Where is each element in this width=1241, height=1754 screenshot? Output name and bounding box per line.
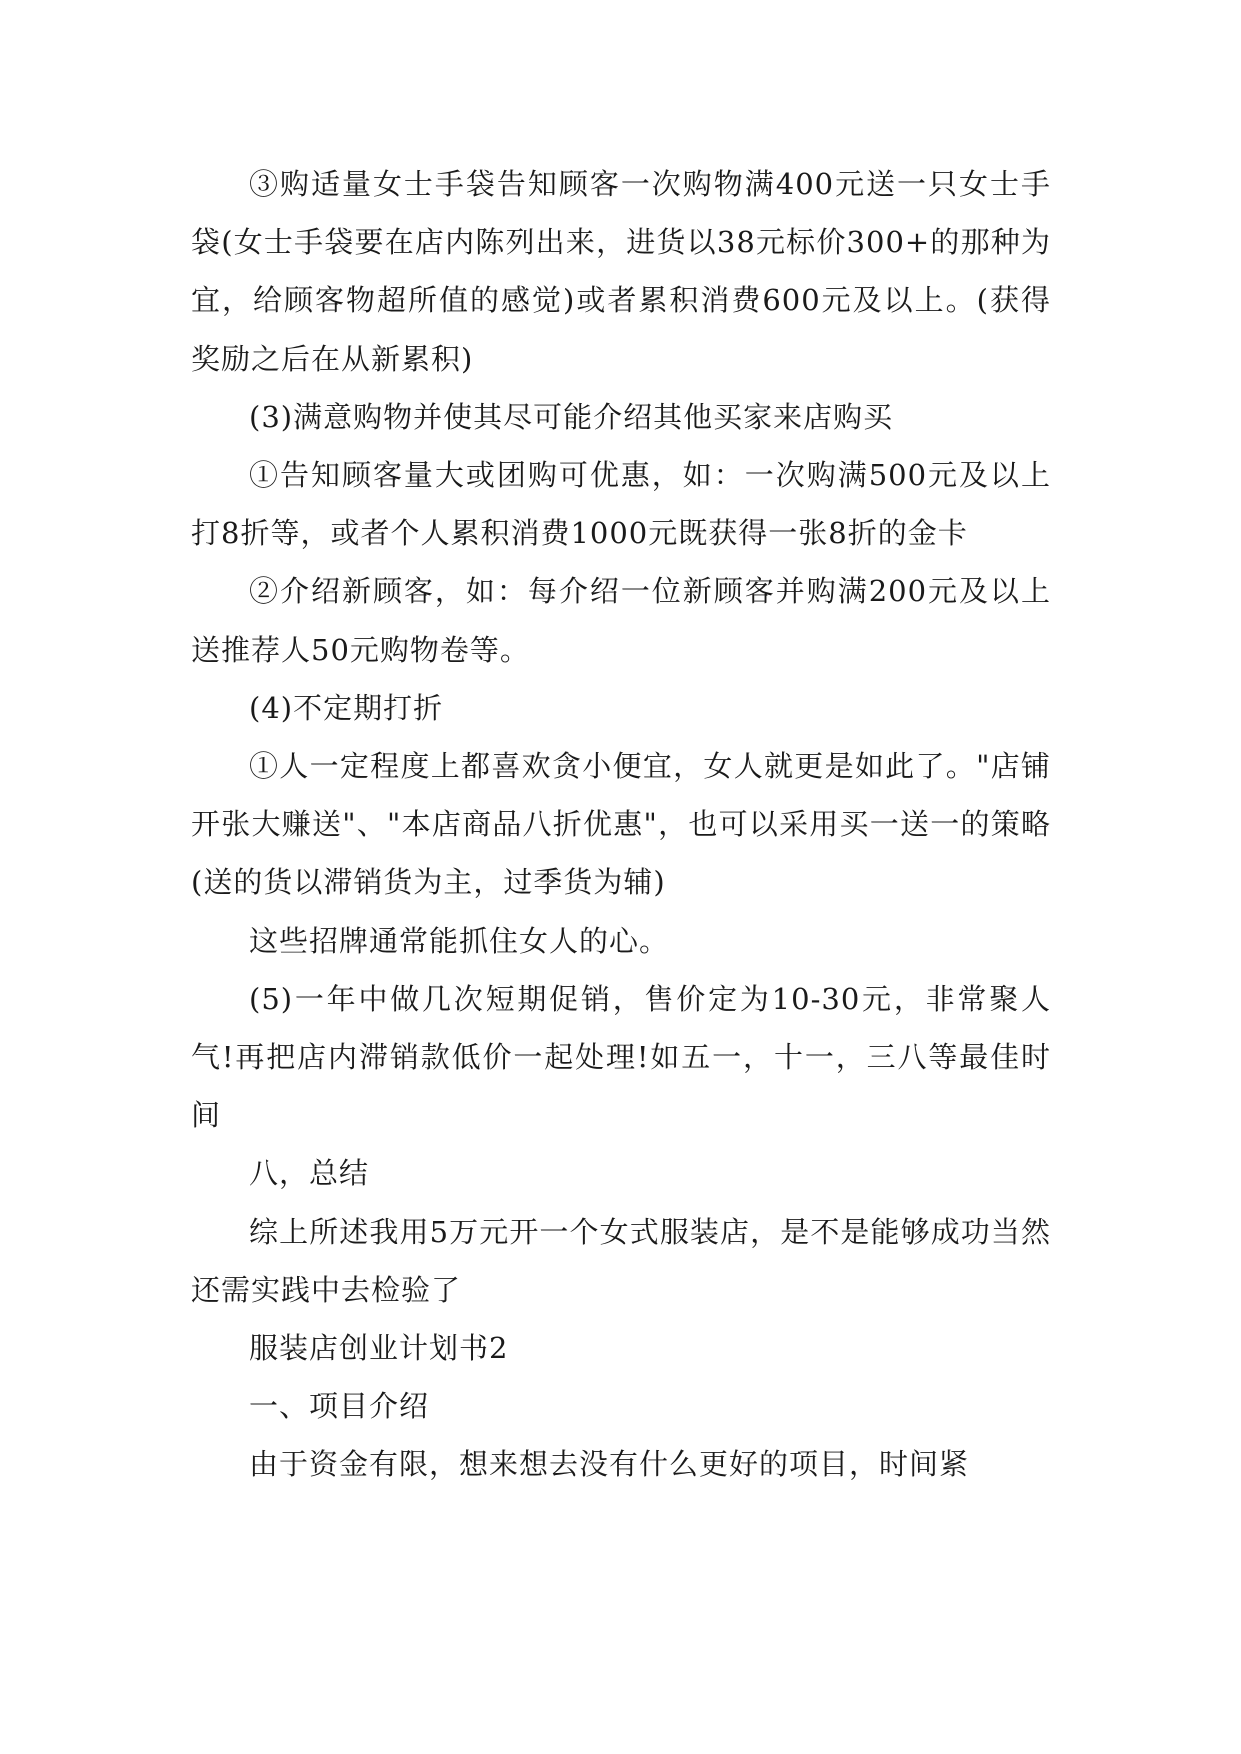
paragraph-short-promotion: (5)一年中做几次短期促销，售价定为10-30元，非常聚人气!再把店内滞销款低价一起处理!如五一，十一，三八等最佳时间 xyxy=(191,981,1051,1133)
paragraph-gift-bag-promotion: ③购适量女士手袋告知顾客一次购物满400元送一只女士手袋(女士手袋要在店内陈列出来，进货以38元标价300+的那种为宜，给顾客物超所值的感觉)或者累积消费600元及以上。(获得奖励之后在从新累积) xyxy=(191,167,1051,376)
paragraph-discount-strategy: ①人一定程度上都喜欢贪小便宜，女人就更是如此了。"店铺开张大赚送"、"本店商品八折优惠"，也可以采用买一送一的策略(送的货以滞销货为主，过季货为辅) xyxy=(191,749,1051,900)
body-text xyxy=(191,155,1051,1494)
paragraph-project-intro: 由于资金有限，想来想去没有什么更好的项目，时间紧 xyxy=(249,1447,970,1482)
paragraph-summary: 综上所述我用5万元开一个女式服装店，是不是能够成功当然还需实践中去检验了 xyxy=(191,1214,1051,1307)
paragraph-referral: ②介绍新顾客，如：每介绍一位新顾客并购满200元及以上送推荐人50元购物卷等。 xyxy=(191,574,1051,667)
paragraph-heading-summary: 八，总结 xyxy=(249,1156,370,1191)
paragraph-signboard: 这些招牌通常能抓住女人的心。 xyxy=(249,923,670,958)
paragraph-heading-satisfied-shopping: (3)满意购物并使其尽可能介绍其他买家来店购买 xyxy=(249,399,894,434)
paragraph-plan-title: 服装店创业计划书2 xyxy=(249,1331,509,1366)
paragraph-heading-project-intro: 一、项目介绍 xyxy=(249,1389,430,1424)
paragraph-heading-irregular-discount: (4)不定期打折 xyxy=(249,690,444,725)
paragraph-group-discount: ①告知顾客量大或团购可优惠，如：一次购满500元及以上打8折等，或者个人累积消费1000元既获得一张8折的金卡 xyxy=(191,458,1051,551)
